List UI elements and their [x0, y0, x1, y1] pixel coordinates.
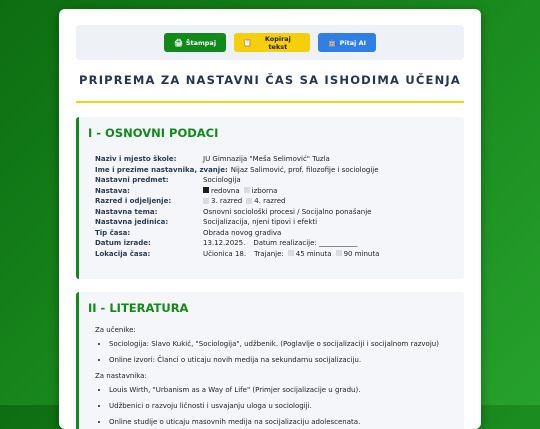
option-regular: redovna — [211, 186, 240, 195]
students-list — [95, 337, 455, 369]
row-grade — [95, 196, 455, 207]
ask-ai-button[interactable] — [318, 33, 376, 52]
section-literature — [76, 292, 464, 429]
label-school: Naziv i mjesto škole: — [95, 155, 177, 163]
row-date — [95, 238, 455, 249]
option-90-min: 90 minuta — [343, 249, 380, 258]
copy-button-label: Kopiraj tekst — [264, 34, 291, 51]
label-lesson-type: Tip časa: — [95, 228, 131, 237]
value-subject: Sociologija — [203, 176, 241, 184]
option-grade-3: 3. razred — [211, 197, 243, 205]
label-class-type: Nastava: — [95, 186, 130, 195]
checkbox-regular[interactable] — [203, 187, 209, 193]
literature-list — [95, 323, 455, 429]
checkbox-90-min[interactable] — [336, 250, 342, 256]
section-title: I - OSNOVNI PODACI — [88, 126, 219, 140]
clipboard-icon: 📋 — [243, 38, 252, 47]
list-item: • Online studije o uticaju masovnih medija na socijalizaciju adolescenata. — [109, 415, 455, 429]
document-page — [59, 9, 481, 429]
label-grade: Razred i odjeljenje: — [95, 197, 172, 205]
value-unit: Socijalizacija, njeni tipovi i efekti — [203, 218, 318, 226]
row-subject — [95, 175, 455, 186]
students-header: Za učenike: — [95, 326, 136, 334]
row-location — [95, 249, 455, 260]
label-unit: Nastavna jedinica: — [95, 218, 169, 226]
copy-text-button[interactable] — [234, 33, 310, 52]
value-location — [203, 249, 379, 260]
row-teacher — [95, 165, 455, 176]
section-title: II - LITERATURA — [88, 301, 189, 315]
list-item: • Louis Wirth, "Urbanism as a Way of Life" (Primjer socijalizacije u gradu). — [109, 383, 455, 399]
option-grade-4: 4. razred — [254, 197, 286, 205]
checkbox-45-min[interactable] — [288, 250, 294, 256]
value-date — [203, 238, 358, 249]
value-topic: Osnovni sociološki procesi / Socijalno ponašanje — [203, 207, 372, 216]
title-divider — [76, 101, 464, 103]
label-location: Lokacija časa: — [95, 249, 151, 258]
list-item: • Udžbenici o razvoju ličnosti i usvajanju uloga u sociologiji. — [109, 399, 455, 415]
option-elective: izborna — [251, 186, 278, 195]
list-item: • Online izvori: Članci o uticaju novih medija na sekundarnu socijalizaciju. — [109, 353, 455, 369]
checkbox-grade-4[interactable] — [246, 198, 252, 204]
checkbox-elective[interactable] — [244, 187, 250, 193]
row-class-type — [95, 186, 455, 197]
checkbox-grade-3[interactable] — [203, 198, 209, 204]
value-class-type — [203, 186, 277, 197]
print-button[interactable] — [164, 33, 226, 52]
label-subject: Nastavni predmet: — [95, 176, 169, 184]
row-unit — [95, 217, 455, 228]
label-topic: Nastavna tema: — [95, 207, 158, 216]
date-created: 13.12.2025. — [203, 239, 246, 247]
label-date: Datum izrade: — [95, 239, 151, 247]
section-basic-data — [76, 117, 464, 279]
row-lesson-type — [95, 228, 455, 239]
robot-icon: 🤖 — [327, 38, 337, 47]
basic-data-list — [95, 154, 455, 259]
teachers-header: Za nastavnika: — [95, 372, 147, 380]
printer-icon: 🖨 — [173, 38, 183, 47]
teachers-list — [95, 383, 455, 429]
list-item: • Sociologija: Slavo Kukić, "Sociologija", udžbenik. (Poglavlje o socijalizaciji i socijalnom razvoju) — [109, 337, 455, 353]
toolbar — [76, 25, 464, 60]
value-lesson-type: Obrada novog gradiva — [203, 228, 282, 237]
value-grade — [203, 196, 285, 207]
value-teacher: Nijaz Salimović, prof. filozofije i sociologije — [230, 165, 379, 174]
ai-button-label: Pitaj AI — [339, 38, 367, 47]
option-45-min: 45 minuta — [295, 249, 332, 258]
page-title: PRIPREMA ZA NASTAVNI ČAS SA ISHODIMA UČENJA — [79, 73, 461, 87]
value-school: JU Gimnazija "Meša Selimović" Tuzla — [203, 155, 330, 163]
location-value: Učionica 18. — [203, 249, 247, 258]
row-topic — [95, 207, 455, 218]
date-realization: Datum realizacije: ___________ — [253, 239, 358, 247]
row-school — [95, 154, 455, 165]
print-button-label: Štampaj — [185, 38, 217, 47]
duration-label: Trajanje: — [254, 249, 284, 258]
label-teacher: Ime i prezime nastavnika, zvanje: — [95, 165, 228, 174]
